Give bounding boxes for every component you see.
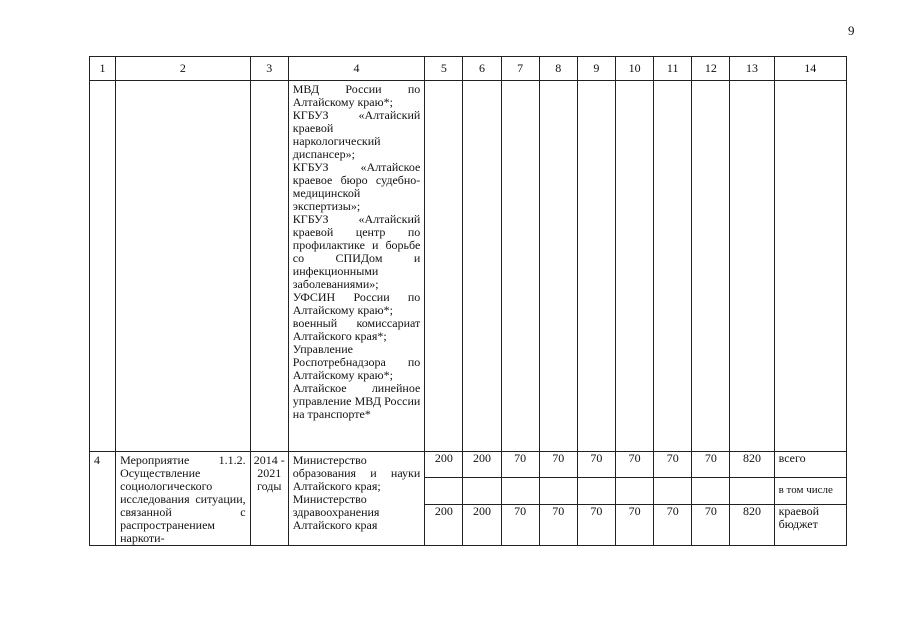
continuation-row bbox=[90, 81, 847, 452]
value-cell: 200 bbox=[425, 452, 463, 478]
program-table bbox=[89, 56, 847, 546]
source-label: краевой бюджет bbox=[774, 504, 846, 545]
col-header: 13 bbox=[730, 57, 774, 81]
executor-item: КГБУЗ «Алтайский краевой центр по профилактике и борьбе со СПИДом и инфекционными заболеваниями»; bbox=[292, 212, 421, 291]
executor-item: КГБУЗ «Алтайский краевой наркологический диспансер»; bbox=[292, 108, 421, 161]
col-header: 8 bbox=[539, 57, 577, 81]
value-cell: 70 bbox=[654, 504, 692, 545]
row-number: 4 bbox=[90, 452, 116, 546]
value-cell: 200 bbox=[463, 452, 501, 478]
col-header: 3 bbox=[250, 57, 288, 81]
value-cell: 70 bbox=[577, 452, 615, 478]
page-number: 9 bbox=[848, 23, 855, 38]
col-header: 5 bbox=[425, 57, 463, 81]
executor-item: военный комиссариат Алтайского края*; bbox=[292, 316, 421, 343]
col-header: 6 bbox=[463, 57, 501, 81]
col-header: 1 bbox=[90, 57, 116, 81]
value-cell: 70 bbox=[692, 452, 730, 478]
executor-item: Управление Роспотребнадзора по Алтайскому краю*; bbox=[292, 342, 421, 382]
col-header: 7 bbox=[501, 57, 539, 81]
col-header: 10 bbox=[616, 57, 654, 81]
col-header: 12 bbox=[692, 57, 730, 81]
executor-item: Министерство здравоохранения Алтайского края bbox=[292, 492, 380, 532]
value-cell: 70 bbox=[692, 504, 730, 545]
col-header: 14 bbox=[774, 57, 846, 81]
value-cell: 70 bbox=[616, 452, 654, 478]
source-label: всего bbox=[774, 452, 846, 478]
period: 2014 - 2021 годы bbox=[250, 452, 288, 546]
col-header: 2 bbox=[116, 57, 251, 81]
executor-item: УФСИН России по Алтайскому краю*; bbox=[292, 290, 421, 317]
value-cell: 820 bbox=[730, 452, 774, 478]
executor-item: Министерство образования и науки Алтайского края; bbox=[292, 453, 421, 493]
value-cell: 70 bbox=[501, 504, 539, 545]
col-header: 11 bbox=[654, 57, 692, 81]
value-cell: 70 bbox=[616, 504, 654, 545]
executors bbox=[288, 452, 425, 546]
col-header: 9 bbox=[577, 57, 615, 81]
source-label: в том числе bbox=[774, 478, 846, 504]
executor-item: Алтайское линейное управление МВД России на транспорте* bbox=[292, 381, 421, 421]
col-header: 4 bbox=[288, 57, 425, 81]
value-cell: 200 bbox=[425, 504, 463, 545]
executor-item: КГБУЗ «Алтайское краевое бюро судебно-медицинской экспертизы»; bbox=[292, 160, 421, 213]
value-cell: 70 bbox=[577, 504, 615, 545]
table-row bbox=[90, 452, 847, 478]
executor-list bbox=[288, 81, 425, 452]
value-cell: 70 bbox=[654, 452, 692, 478]
executor-item: МВД России по Алтайскому краю*; bbox=[292, 82, 421, 109]
value-cell: 70 bbox=[501, 452, 539, 478]
header-row bbox=[90, 57, 847, 81]
value-cell: 200 bbox=[463, 504, 501, 545]
measure-name: Мероприятие 1.1.2. Осуществление социологического исследования ситуации, связанной с распространением наркоти- bbox=[116, 452, 251, 546]
value-cell: 70 bbox=[539, 504, 577, 545]
value-cell: 820 bbox=[730, 504, 774, 545]
value-cell: 70 bbox=[539, 452, 577, 478]
